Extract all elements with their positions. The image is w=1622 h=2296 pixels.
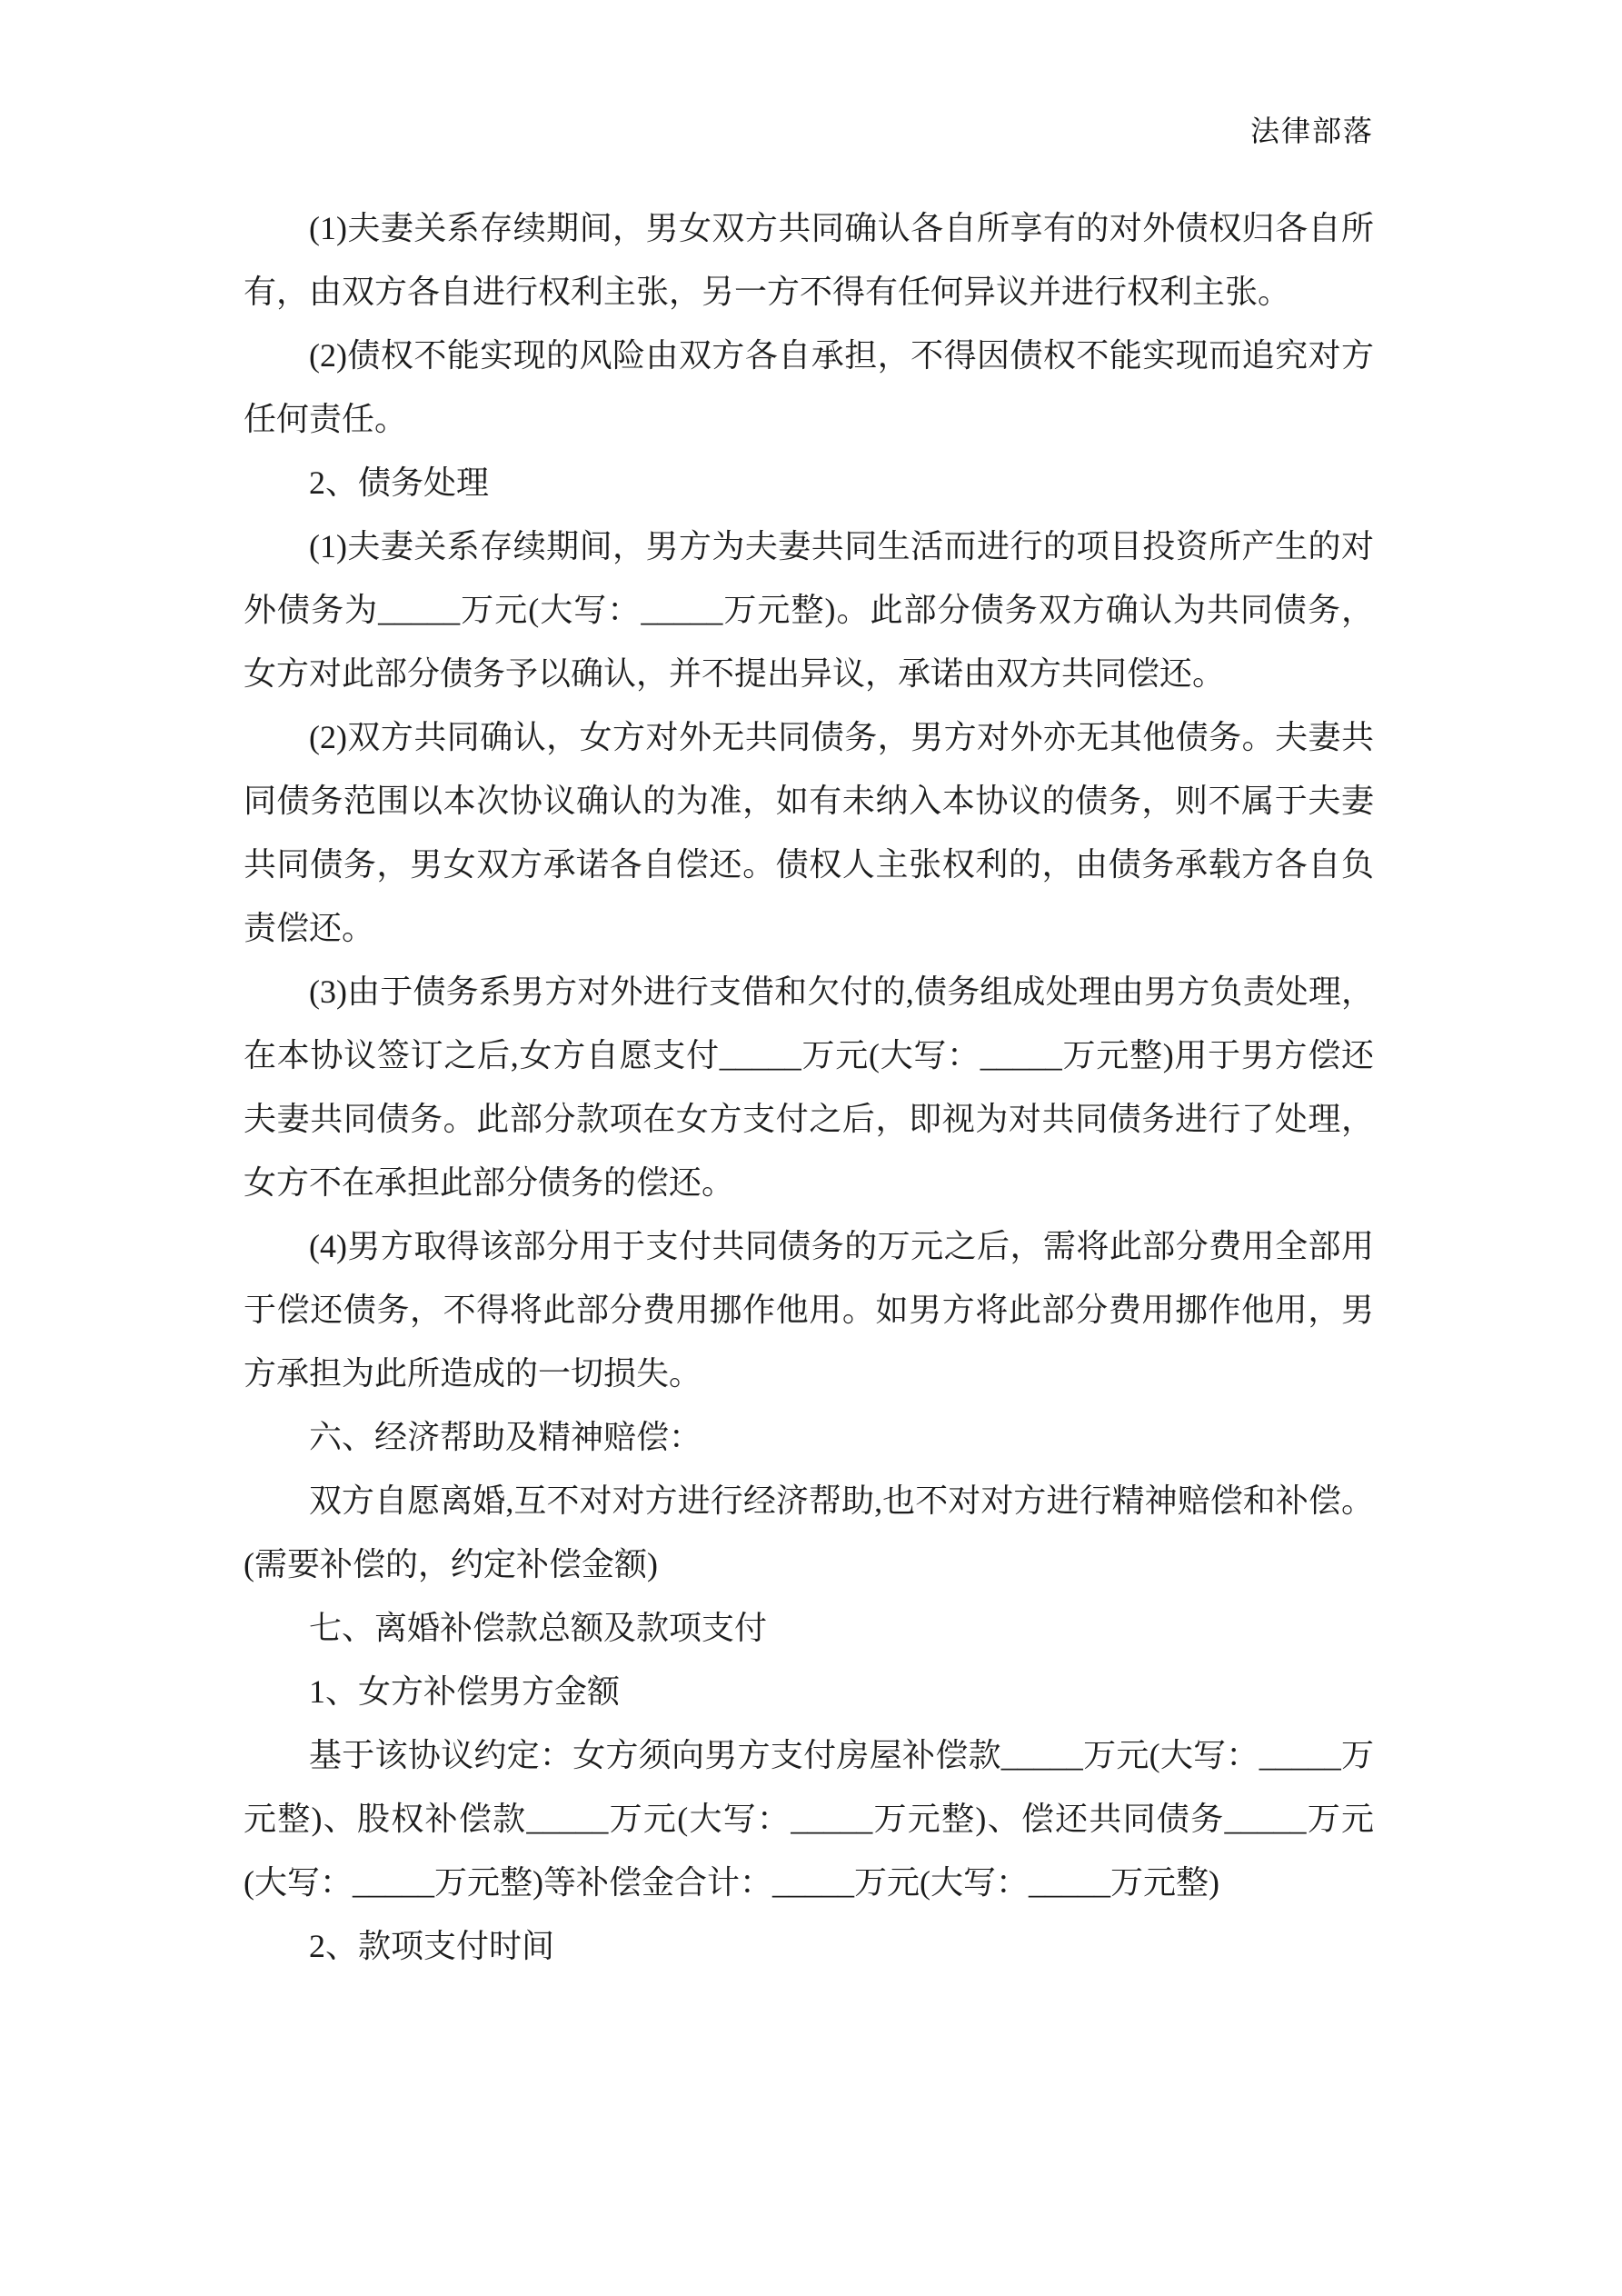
heading-payment-time: 2、款项支付时间 [309, 1928, 555, 1964]
paragraph-debt-handling-4: (4)男方取得该部分用于支付共同债务的万元之后，需将此部分费用全部用于偿还债务，不得将此部分费用挪作他用。如男方将此部分费用挪作他用，男方承担为此所造成的一切损失。 [244, 1228, 1374, 1392]
paragraph-compensation-detail: 基于该协议约定：女方须向男方支付房屋补偿款_____万元(大写：_____万元整)、股权补偿款_____万元(大写：_____万元整)、偿还共同债务_____万元(大写：_____万元整)等补偿金合计：_____万元(大写：_____万元整) [244, 1737, 1374, 1901]
heading-woman-compensation: 1、女方补偿男方金额 [309, 1673, 621, 1710]
paragraph-debt-handling-1: (1)夫妻关系存续期间，男方为夫妻共同生活而进行的项目投资所产生的对外债务为_____万元(大写：_____万元整)。此部分债务双方确认为共同债务，女方对此部分债务予以确认，并不提出异议，承诺由双方共同偿还。 [244, 528, 1374, 692]
paragraph-debt-handling-3: (3)由于债务系男方对外进行支借和欠付的,债务组成处理由男方负责处理，在本协议签订之后,女方自愿支付_____万元(大写：_____万元整)用于男方偿还夫妻共同债务。此部分款项在女方支付之后，即视为对共同债务进行了处理，女方不在承担此部分债务的偿还。 [244, 973, 1374, 1201]
heading-compensation-total: 七、离婚补偿款总额及款项支付 [309, 1610, 768, 1646]
document-body [244, 196, 1374, 1978]
brand-header-text: 法律部落 [1249, 115, 1374, 147]
paragraph-debt-handling-2: (2)双方共同确认，女方对外无共同债务，男方对外亦无其他债务。夫妻共同债务范围以本次协议确认的为准，如有未纳入本协议的债务，则不属于夫妻共同债务，男女双方承诺各自偿还。债权人主张权利的，由债务承载方各自负责偿还。 [244, 719, 1374, 946]
paragraph-economic-help: 双方自愿离婚,互不对对方进行经济帮助,也不对对方进行精神赔偿和补偿。(需要补偿的，约定补偿金额) [244, 1482, 1374, 1582]
paragraph-debt-rights-2: (2)债权不能实现的风险由双方各自承担，不得因债权不能实现而追究对方任何责任。 [244, 337, 1374, 437]
heading-economic-help: 六、经济帮助及精神赔偿： [309, 1419, 702, 1455]
heading-debt-handling: 2、债务处理 [309, 464, 490, 501]
paragraph-debt-rights-1: (1)夫妻关系存续期间，男女双方共同确认各自所享有的对外债权归各自所有，由双方各自进行权利主张，另一方不得有任何异议并进行权利主张。 [244, 210, 1374, 310]
